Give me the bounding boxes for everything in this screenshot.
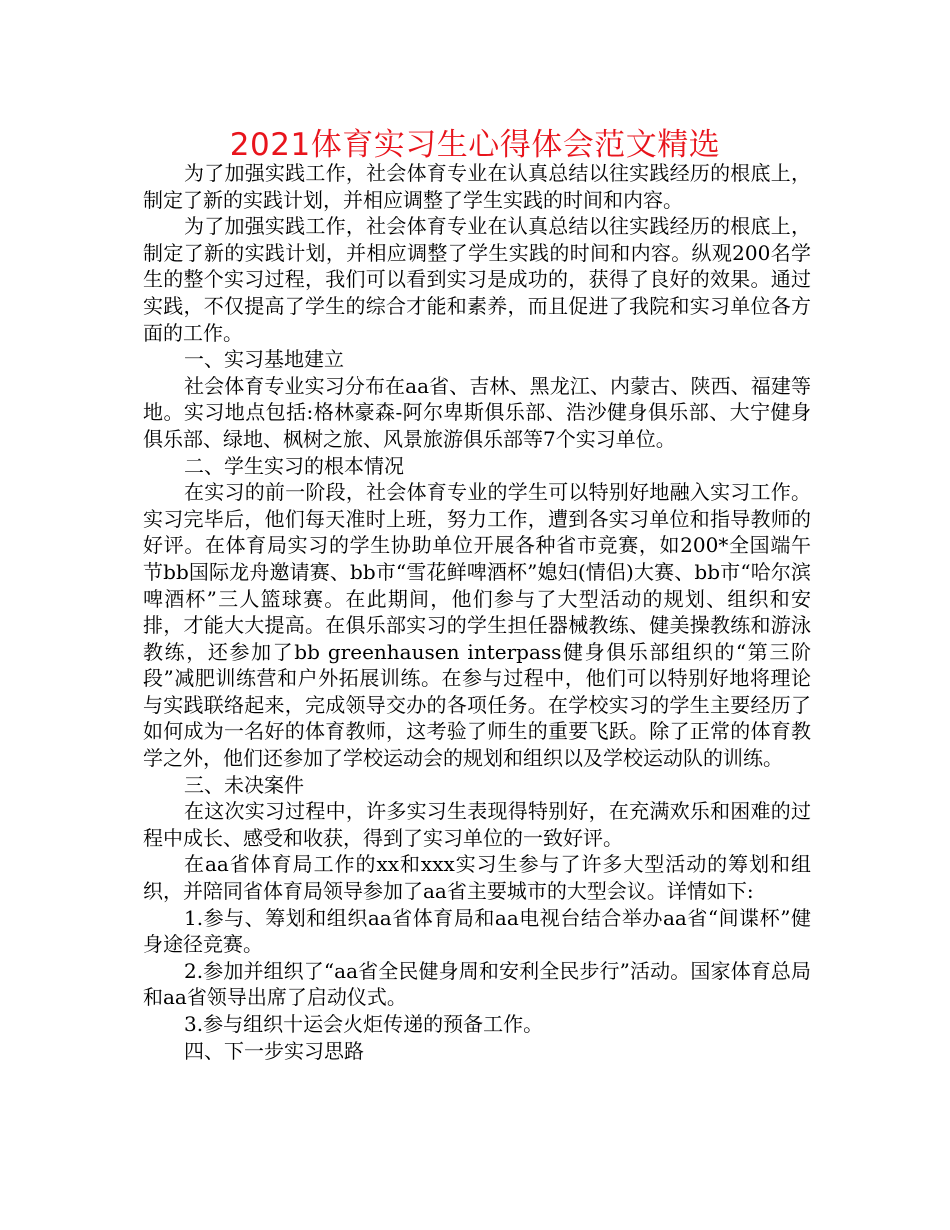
paragraph-overview: 为了加强实践工作，社会体育专业在认真总结以往实践经历的根底上，制定了新的实践计划，并相应调整了学生实践的时间和内容。纵观200名学生的整个实习过程，我们可以看到实习是成功的，获得了良好的效果。通过实践，不仅提高了学生的综合才能和素养，而且促进了我院和实习单位各方面的工作。 — [143, 214, 811, 345]
paragraph-situation: 在实习的前一阶段，社会体育专业的学生可以特别好地融入实习工作。实习完毕后，他们每天准时上班，努力工作，遭到各实习单位和指导教师的好评。在体育局实习的学生协助单位开展各种省市竞赛，如200*全国端午节bb国际龙舟邀请赛、bb市“雪花鲜啤酒杯”媳妇(情侣)大赛、bb市“哈尔滨啤酒杯”三人篮球赛。在此期间，他们参与了大型活动的规划、组织和安排，才能大大提高。在俱乐部实习的学生担任器械教练、健美操教练和游泳教练，还参加了bb greenhausen interpass健身俱乐部组织的“第三阶段”减肥训练营和户外拓展训练。在参与过程中，他们可以特别好地将理论与实践联络起来，完成领导交办的各项任务。在学校实习的学生主要经历了如何成为一名好的体育教师，这考验了师生的重要飞跃。除了正常的体育教学之外，他们还参加了学校运动会的规划和组织以及学校运动队的训练。 — [143, 480, 811, 771]
list-item-2: 2.参加并组织了“aa省全民健身周和安利全民步行”活动。国家体育总局和aa省领导出席了启动仪式。 — [143, 958, 811, 1010]
section-heading-4: 四、下一步实习思路 — [184, 1038, 364, 1063]
paragraph-performance: 在这次实习过程中，许多实习生表现得特别好，在充满欢乐和困难的过程中成长、感受和收获，得到了实习单位的一致好评。 — [143, 799, 811, 850]
document-title: 2021体育实习生心得体会范文精选 — [229, 127, 721, 163]
document-body — [143, 160, 811, 1064]
paragraph-locations: 社会体育专业实习分布在aa省、吉林、黑龙江、内蒙古、陕西、福建等地。实习地点包括:格林豪森-阿尔卑斯俱乐部、浩沙健身俱乐部、大宁健身俱乐部、绿地、枫树之旅、风景旅游俱乐部等7个实习单位。 — [143, 373, 811, 451]
section-heading-2: 二、学生实习的根本情况 — [184, 453, 404, 478]
list-item-3: 3.参与组织十运会火炬传递的预备工作。 — [184, 1012, 544, 1036]
paragraph-intro: 为了加强实践工作，社会体育专业在认真总结以往实践经历的根底上，制定了新的实践计划，并相应调整了学生实践的时间和内容。 — [143, 161, 811, 212]
section-heading-1: 一、实习基地建立 — [184, 347, 344, 372]
paragraph-details: 在aa省体育局工作的xx和xxx实习生参与了许多大型活动的筹划和组织，并陪同省体育局领导参加了aa省主要城市的大型会议。详情如下: — [143, 852, 811, 904]
section-heading-3: 三、未决案件 — [184, 772, 304, 797]
list-item-1: 1.参与、筹划和组织aa省体育局和aa电视台结合举办aa省“间谍杯”健身途径竞赛。 — [143, 905, 811, 957]
